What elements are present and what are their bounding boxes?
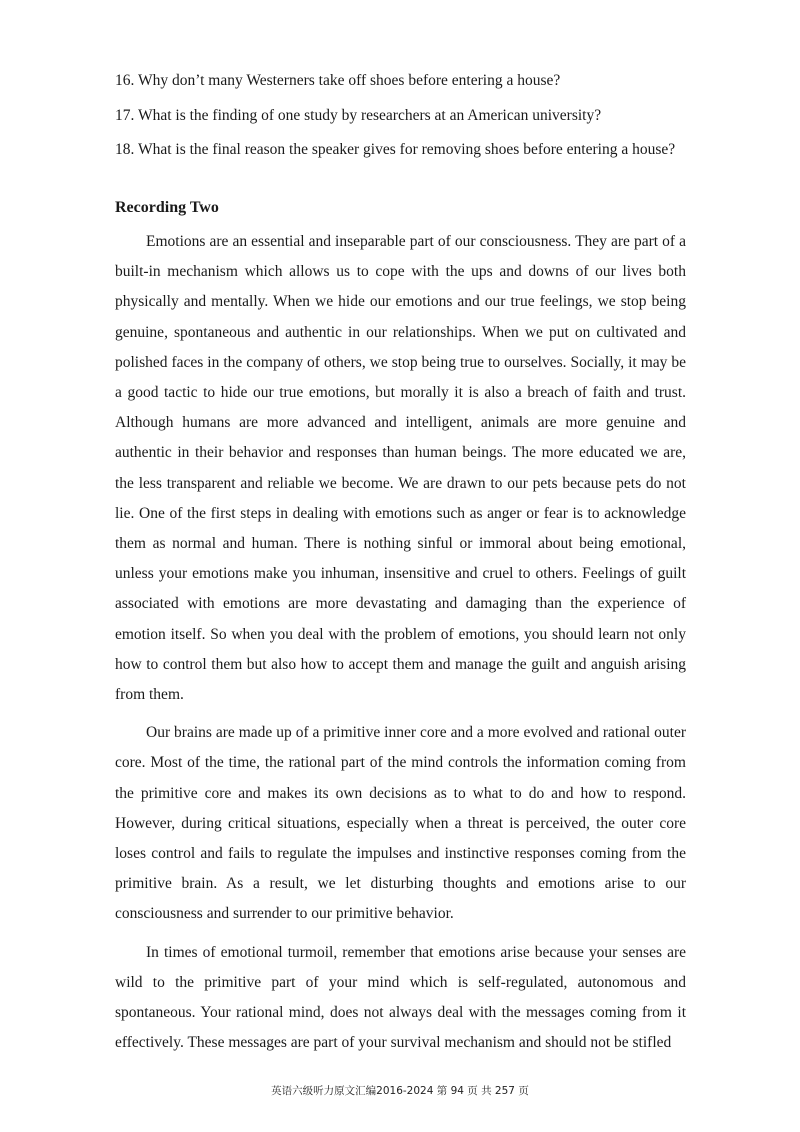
question-item: 18. What is the final reason the speaker gives for removing shoes before entering a house? [115,141,676,158]
question-item: 17. What is the finding of one study by researchers at an American university? [115,106,602,124]
transcript-paragraph: Our brains are made up of a primitive inner core and a more evolved and rational outer core. Most of the time, the rational part of the mind controls the information coming from the primitive core and makes its own decisions as to what to do and how to respond. However, during critical situations, especially when a threat is perceived, the outer core loses control and fails to regulate the impulses and instinctive responses coming from the primitive brain. As a result, we let disturbing thoughts and emotions arise to our consciousness and surrender to our primitive behavior. [115,724,686,923]
section-heading: Recording Two [115,199,219,216]
transcript-body [115,227,686,1066]
question-item: 16. Why don’t many Westerners take off shoes before entering a house? [115,72,561,89]
transcript-paragraph: In times of emotional turmoil, remember that emotions arise because your senses are wild to the primitive part of your mind which is self-regulated, autonomous and spontaneous. Your rational mind, does not always deal with the messages coming from it effectively. These messages are part of your survival mechanism and should not be stifled [115,943,686,1052]
transcript-paragraph: Emotions are an essential and inseparable part of our consciousness. They are part of a built-in mechanism which allows us to cope with the ups and downs of our lives both physically and mentally. When we hide our emotions and our true feelings, we stop being genuine, spontaneous and authentic in our relationships. When we put on cultivated and polished faces in the company of others, we stop being true to ourselves. Socially, it may be a good tactic to hide our true emotions, but morally it is also a breach of faith and trust. Although humans are more advanced and intelligent, animals are more genuine and authentic in their behavior and responses than human beings. The more educated we are, the less transparent and reliable we become. We are drawn to our pets because pets do not lie. One of the first steps in dealing with emotions such as anger or fear is to acknowledge them as normal and human. There is nothing sinful or immoral about being emotional, unless your emotions make you inhuman, insensitive and cruel to others. Feelings of guilt associated with emotions are more devastating and damaging than the experience of emotion itself. So when you deal with the problem of emotions, you should learn not only how to control them but also how to accept them and manage the guilt and anguish arising from them. [115,233,686,704]
page-footer: 英语六级听力原文汇编2016-2024 第 94 页 共 257 页 [271,1085,529,1097]
question-list [115,64,705,168]
